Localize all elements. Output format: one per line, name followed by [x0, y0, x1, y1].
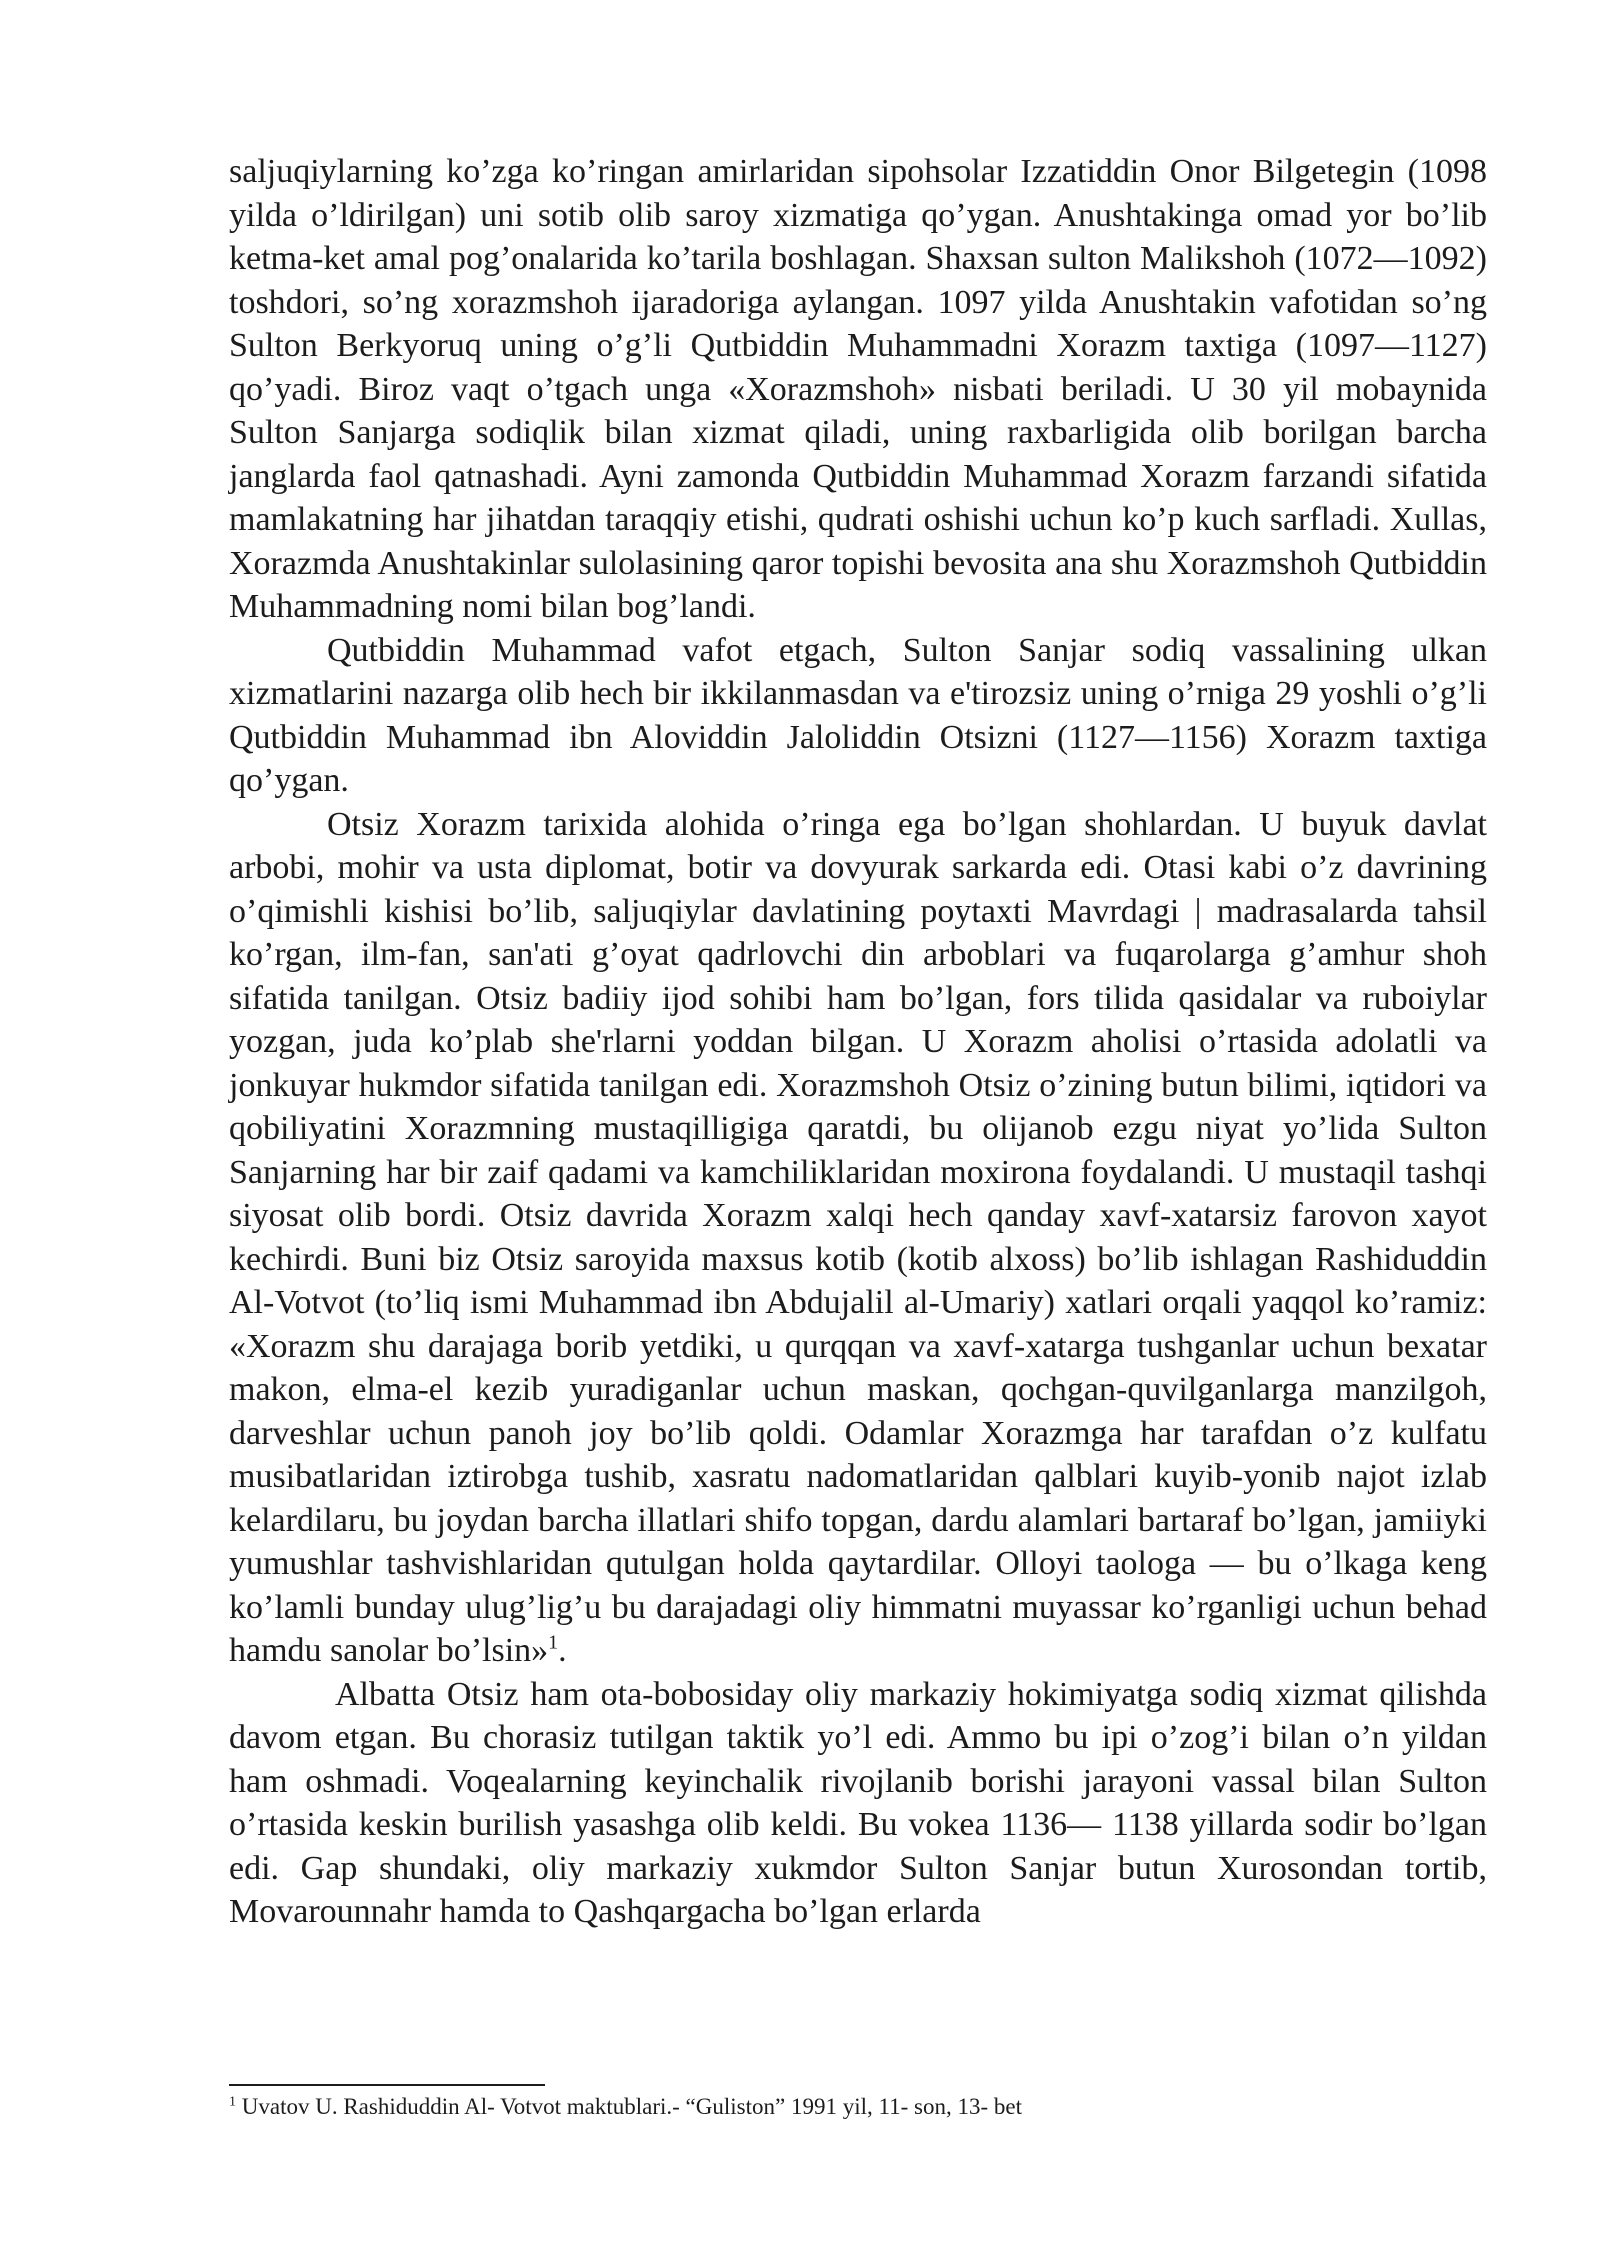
footnote-reference[interactable]: 1 [548, 1631, 559, 1654]
paragraph-2: Qutbiddin Muhammad vafot etgach, Sulton Sanjar sodiq vassalining ulkan xizmatlarini nazarga olib hech bir ikkilanmasdan va e'tirozsiz uning o’rniga 29 yoshli o’g’li Qutbiddin Muhammad ibn Aloviddin Jaloliddin Otsizni (1127—1156) Xorazm taxtiga qo’ygan. [229, 631, 1487, 799]
paragraph-3-tail: . [558, 1632, 567, 1669]
footnote-separator [229, 2084, 545, 2086]
footnote [229, 2092, 1487, 2122]
paragraph-3 [229, 803, 1487, 1673]
paragraph-3-text: Otsiz Xorazm tarixida alohida o’ringa ega bo’lgan shohlardan. U buyuk davlat arbobi, mohir va usta diplomat, botir va dovyurak sarkarda edi. Otasi kabi o’z davrining o’qimishli kishisi bo’lib, saljuqiylar davlatining poytaxti Mavrdagi | madrasalarda tahsil ko’rgan, ilm-fan, san'ati g’oyat qadrlovchi din arboblari va fuqarolarga g’amhur shoh sifatida tanilgan. Otsiz badiiy ijod sohibi ham bo’lgan, fors tilida qasidalar va ruboiylar yozgan, juda ko’plab she'rlarni yoddan bilgan. U Xorazm aholisi o’rtasida adolatli va jonkuyar hukmdor sifatida tanilgan edi. Xorazmshoh Otsiz o’zining butun bilimi, iqtidori va qobiliyatini Xorazmning mustaqilligiga qaratdi, bu olijanob ezgu niyat yo’lida Sulton Sanjarning har bir zaif qadami va kamchiliklaridan moxirona foydalandi. U mustaqil tashqi siyosat olib bordi. Otsiz davrida Xorazm xalqi hech qanday xavf-xatarsiz farovon xayot kechirdi. Buni biz Otsiz saroyida maxsus kotib (kotib alxoss) bo’lib ishlagan Rashiduddin Al-Votvot (to’liq ismi Muhammad ibn Abdujalil al-Umariy) xatlari orqali yaqqol ko’ramiz: «Xorazm shu darajaga borib yetdiki, u qurqqan va xavf-xatarga tushganlar uchun bexatar makon, elma-el kezib yuradiganlar uchun maskan, qochgan-quvilganlarga manzilgoh, darveshlar uchun panoh joy bo’lib qoldi. Odamlar Xorazmga har tarafdan o’z kulfatu musibatlaridan iztirobga tushib, xasratu nadomatlaridan qalblari kuyib-yonib najot izlab kelardilaru, bu joydan barcha illatlari shifo topgan, dardu alamlari bartaraf bo’lgan, jamiiyki yumushlar tashvishlaridan qutulgan holda qaytardilar. Olloyi taologa — bu o’lkaga keng ko’lamli bunday ulug’lig’u bu darajadagi oliy himmatni muyassar ko’rganligi uchun behad hamdu sanolar bo’lsin» [229, 805, 1487, 1669]
document-body [229, 150, 1487, 1934]
footnote-marker: 1 [229, 2094, 236, 2110]
paragraph-4: Albatta Otsiz ham ota-bobosiday oliy markaziy hokimiyatga sodiq xizmat qilishda davom etgan. Bu chorasiz tutilgan taktik yo’l edi. Ammo bu ipi o’zog’i bilan o’n yildan ham oshmadi. Voqealarning keyinchalik rivojlanib borishi jarayoni vassal bilan Sulton o’rtasida keskin burilish yasashga olib keldi. Bu vokea 1136— 1138 yillarda sodir bo’lgan edi. Gap shundaki, oliy markaziy xukmdor Sulton Sanjar butun Xurosondan tortib, Movarounnahr hamda to Qashqargacha bo’lgan erlarda [229, 1675, 1487, 1930]
paragraph-1: saljuqiylarning ko’zga ko’ringan amirlaridan sipohsolar Izzatiddin Onor Bilgetegin (1098 yilda o’ldirilgan) uni sotib olib saroy xizmatiga qo’ygan. Anushtakinga omad yor bo’lib ketma-ket amal pog’onalarida ko’tarila boshlagan. Shaxsan sulton Malikshoh (1072—1092) toshdori, so’ng xorazmshoh ijaradoriga aylangan. 1097 yilda Anushtakin vafotidan so’ng Sulton Berkyoruq uning o’g’li Qutbiddin Muhammadni Xorazm taxtiga (1097—1127) qo’yadi. Biroz vaqt o’tgach unga «Xorazmshoh» nisbati beriladi. U 30 yil mobaynida Sulton Sanjarga sodiqlik bilan xizmat qiladi, uning raxbarligida olib borilgan barcha janglarda faol qatnashadi. Ayni zamonda Qutbiddin Muhammad Xorazm farzandi sifatida mamlakatning har jihatdan taraqqiy etishi, qudrati oshishi uchun ko’p kuch sarfladi. Xullas, Xorazmda Anushtakinlar sulolasining qaror topishi bevosita ana shu Xorazmshoh Qutbiddin Muhammadning nomi bilan bog’landi. [229, 153, 1487, 625]
footnote-text: Uvatov U. Rashiduddin Al- Votvot maktublari.- “Guliston” 1991 yil, 11- son, 13- bet [236, 2094, 1022, 2119]
